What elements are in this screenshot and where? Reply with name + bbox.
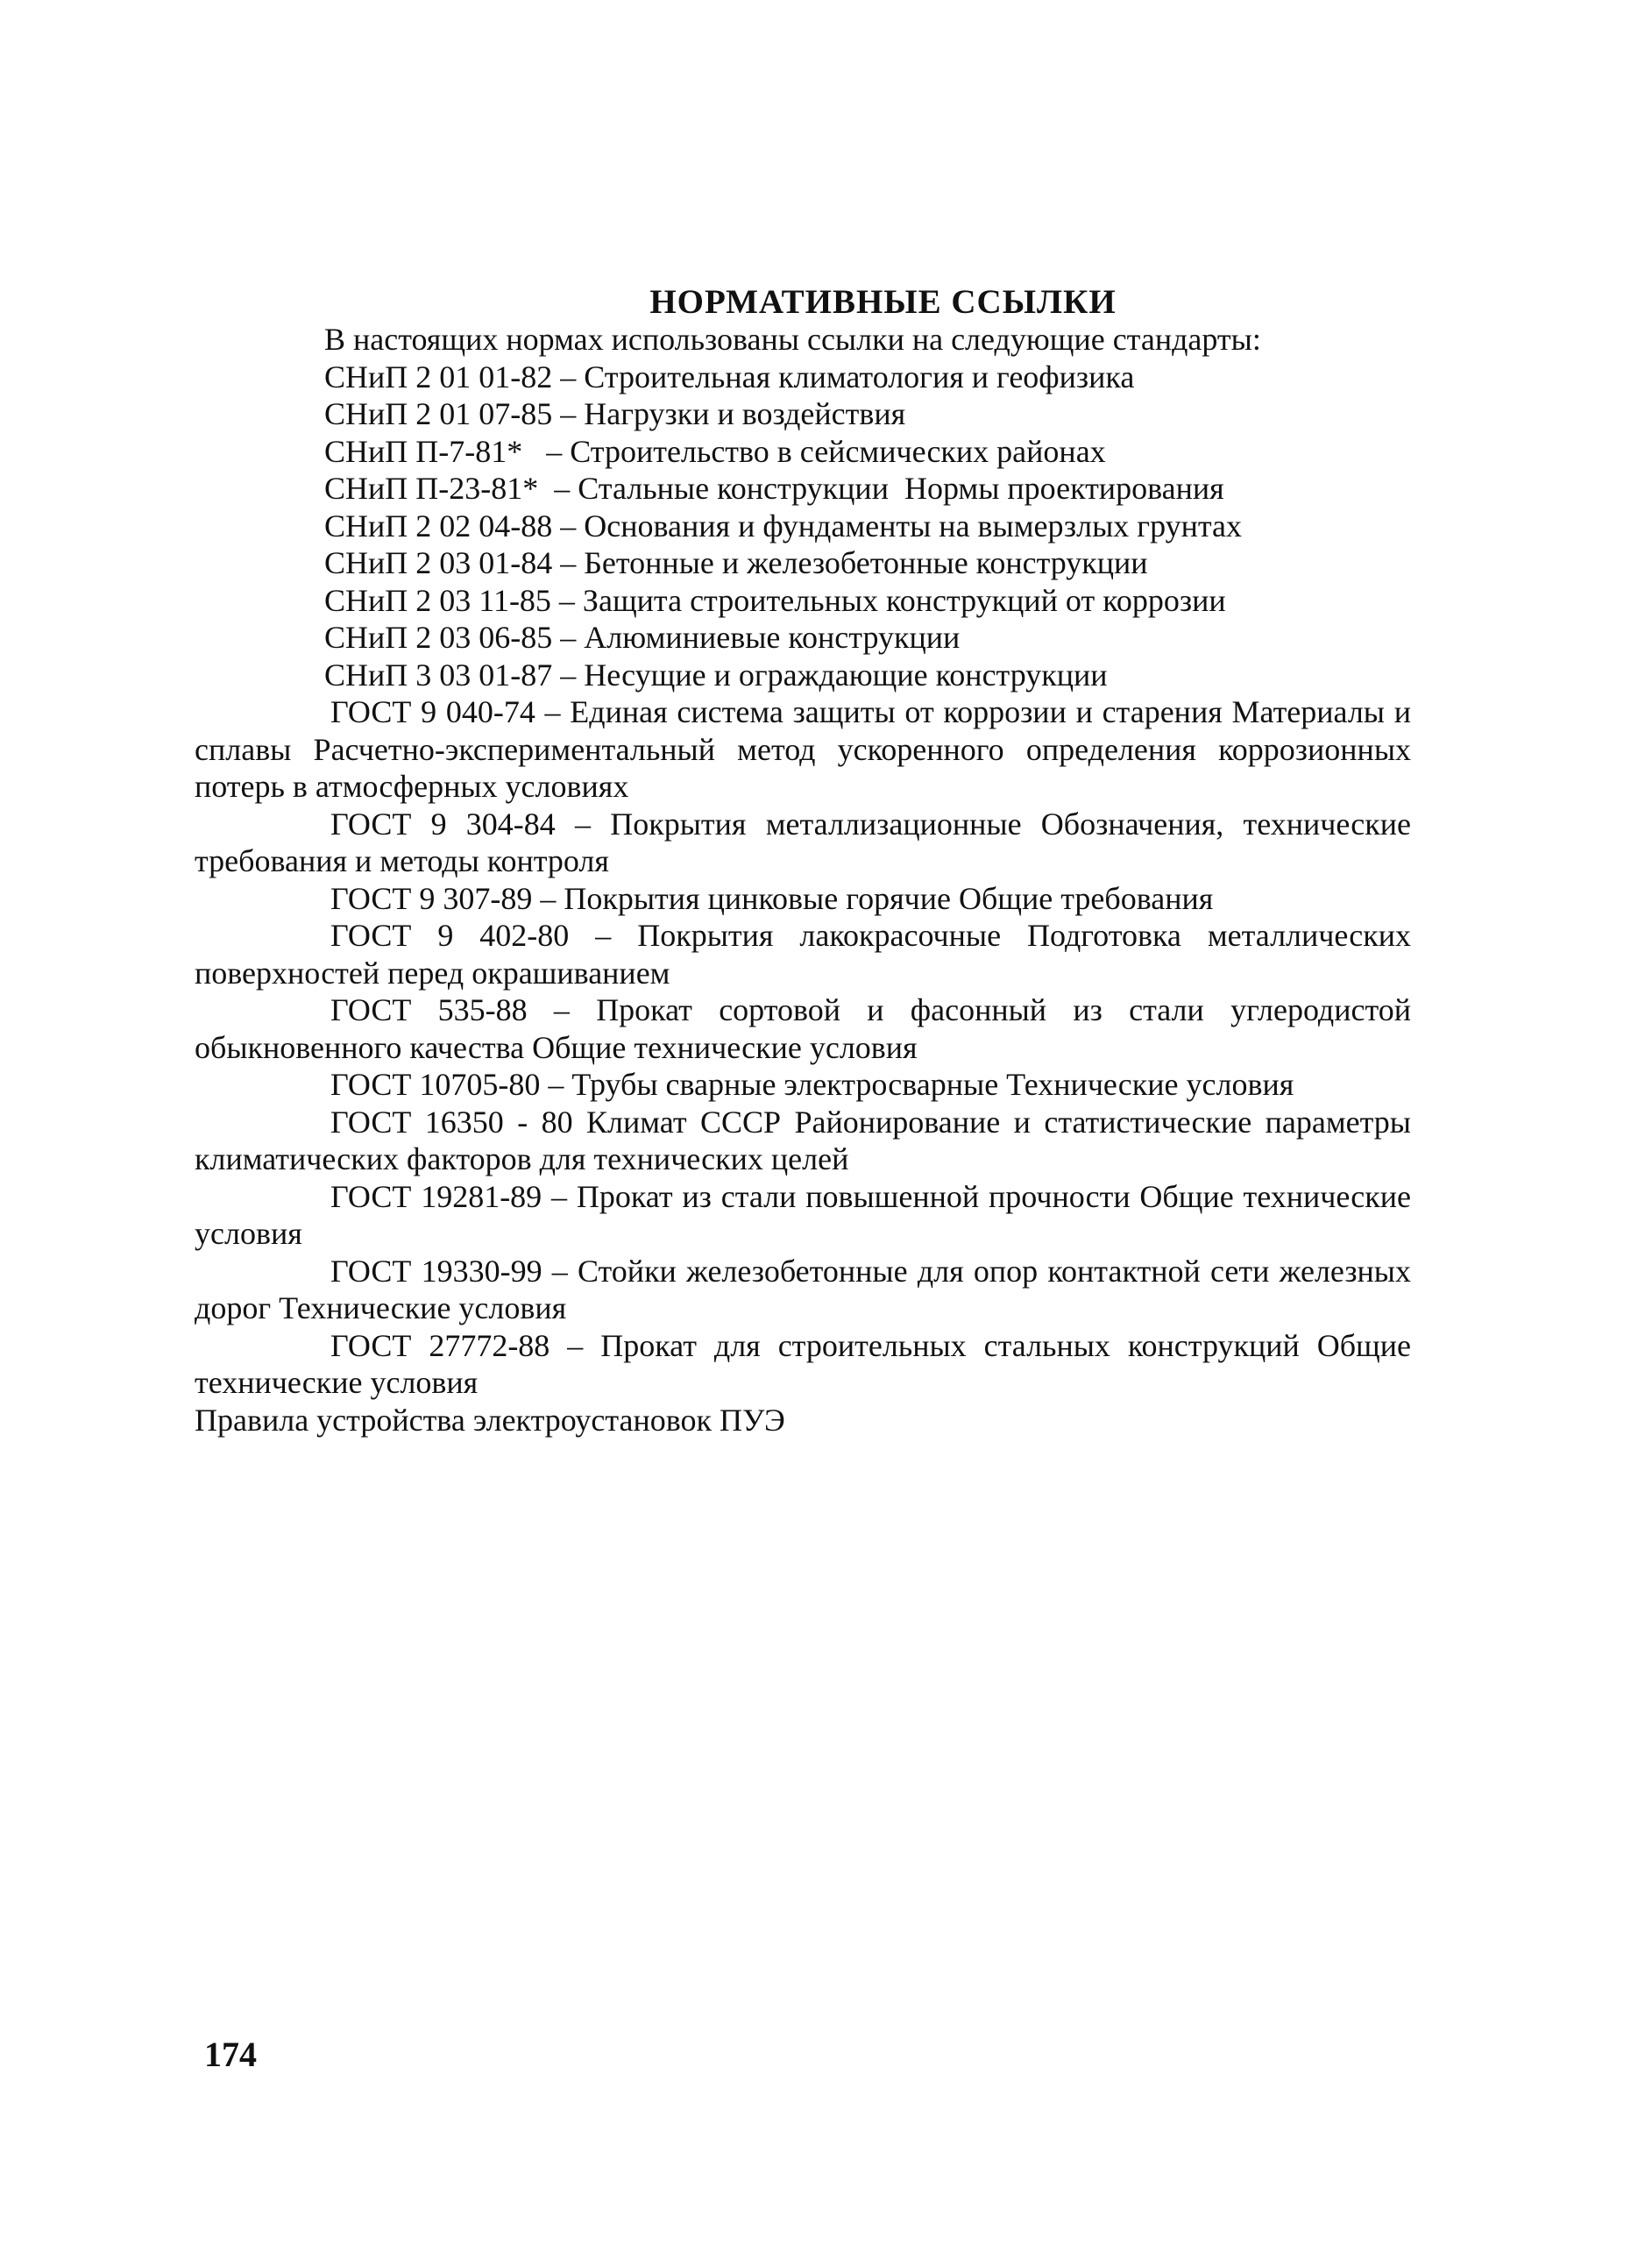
snip-reference: СНиП 2 02 04-88 – Основания и фундаменты на вымерзлых грунтах — [324, 508, 1243, 543]
snip-reference: СНиП 3 03 01-87 – Несущие и ограждающие конструкции — [324, 657, 1108, 693]
gost-reference: ГОСТ 9 040-74 – Единая система защиты от коррозии и старения Материалы и сплавы Расчетно-экспериментальный метод ускоренного определения коррозионных потерь в атмосферных условиях — [195, 694, 1411, 804]
gost-reference: ГОСТ 10705-80 – Трубы сварные электросварные Технические условия — [330, 1067, 1294, 1102]
snip-reference: СНиП 2 01 07-85 – Нагрузки и воздействия — [324, 396, 906, 431]
snip-reference: СНиП 2 03 11-85 – Защита строительных конструкций от коррозии — [324, 582, 1226, 618]
snip-reference: СНиП П-23-81* – Стальные конструкции Нормы проектирования — [324, 471, 1224, 506]
final-reference: Правила устройства электроустановок ПУЭ — [195, 1402, 785, 1438]
gost-reference: ГОСТ 9 402-80 – Покрытия лакокрасочные Подготовка металлических поверхностей перед окрашиванием — [195, 918, 1411, 991]
page-heading: НОРМАТИВНЫЕ ССЫЛКИ — [649, 283, 1117, 321]
gost-reference: ГОСТ 9 307-89 – Покрытия цинковые горячие Общие требования — [330, 880, 1214, 916]
gost-reference: ГОСТ 16350 - 80 Климат СССР Районирование и статистические параметры климатических факторов для технических целей — [195, 1104, 1411, 1176]
snip-reference: СНиП 2 03 06-85 – Алюминиевые конструкции — [324, 620, 961, 655]
snip-reference-list — [195, 359, 1411, 694]
snip-reference: СНиП 2 03 01-84 – Бетонные и железобетонные конструкции — [324, 545, 1148, 580]
gost-reference: ГОСТ 19330-99 – Стойки железобетонные для опор контактной сети железных дорог Технические условия — [195, 1253, 1411, 1325]
references-body — [195, 321, 1411, 1439]
intro-text: В настоящих нормах использованы ссылки на следующие стандарты: — [324, 322, 1261, 357]
gost-reference: ГОСТ 9 304-84 – Покрытия металлизационные Обозначения, технические требования и методы контроля — [195, 806, 1411, 878]
snip-reference: СНиП 2 01 01-82 – Строительная климатология и геофизика — [324, 359, 1135, 394]
gost-reference: ГОСТ 19281-89 – Прокат из стали повышенной прочности Общие технические условия — [195, 1178, 1411, 1251]
gost-reference: ГОСТ 27772-88 – Прокат для строительных стальных конструкций Общие технические условия — [195, 1327, 1411, 1400]
snip-reference: СНиП П-7-81* – Строительство в сейсмических районах — [324, 433, 1106, 469]
gost-reference: ГОСТ 535-88 – Прокат сортовой и фасонный из стали углеродистой обыкновенного качества Общие технические условия — [195, 992, 1411, 1065]
gost-reference-list — [195, 693, 1411, 1402]
page-number: 174 — [204, 2035, 257, 2074]
